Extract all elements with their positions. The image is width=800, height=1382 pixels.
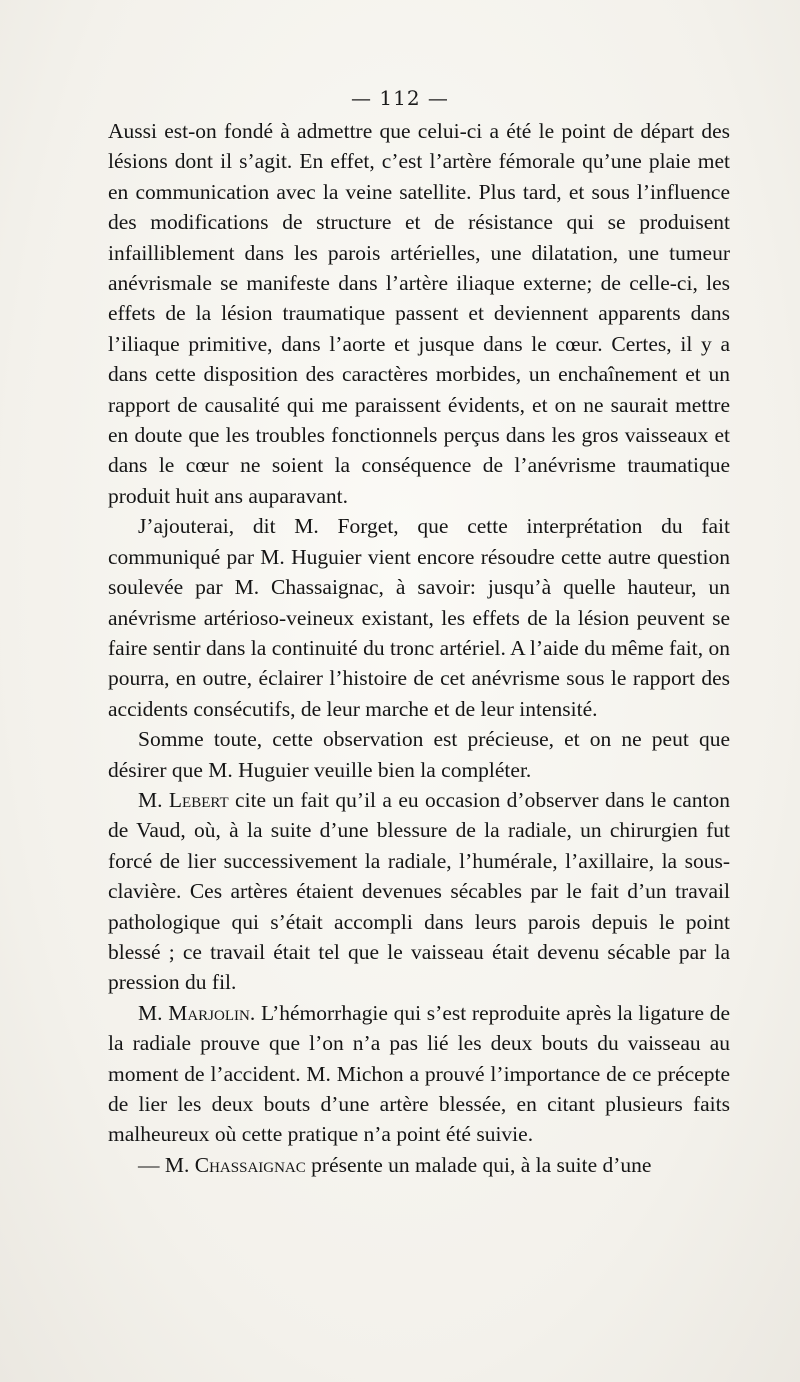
speaker-name: Lebert — [168, 787, 229, 812]
page-number: — 112 — — [351, 86, 449, 110]
paragraph-text: L’hémorrhagie qui s’est reproduite après la ligature de la radiale prouve que l’on n’a pas lié les deux bouts du vaisseau au moment de l’accident. M. Michon a prouvé l’importance de ce précepte de lier les deux bouts d’une artère blessée, en citant plusieurs faits malheureux où cette pratique n’a point été suivie. — [108, 1000, 730, 1147]
speaker-prefix: M. — [138, 787, 163, 812]
paragraph-conclusion — [108, 724, 730, 785]
paragraph-marjolin — [108, 998, 730, 1150]
speaker-prefix: — M. — [138, 1152, 190, 1177]
paragraph-text: J’ajouterai, dit M. Forget, que cette interprétation du fait communiqué par M. Huguier vient encore résoudre cette autre question soulevée par M. Chassaignac, à savoir: jusqu’à quelle hauteur, un anévrisme artérioso-veineux existant, les effets de la lésion peuvent se faire sentir dans la continuité du tronc artériel. A l’aide du même fait, on pourra, en outre, éclairer l’histoire de cet anévrisme sous le rapport des accidents consécutifs, de leur marche et de leur intensité. — [108, 514, 730, 721]
paragraph-lebert — [108, 785, 730, 998]
paragraph-aneurysm-origin — [108, 116, 730, 511]
speaker-prefix: M. — [138, 1000, 163, 1025]
paragraph-chassaignac — [108, 1150, 730, 1180]
paragraph-text: présente un malade qui, à la suite d’une — [311, 1152, 652, 1177]
paragraph-forget-remarks — [108, 511, 730, 724]
speaker-name: Chassaignac — [194, 1152, 306, 1177]
paragraph-text: Somme toute, cette observation est précieuse, et on ne peut que désirer que M. Huguier veuille bien la compléter. — [108, 727, 730, 782]
body-text — [108, 116, 730, 1180]
paragraph-text: cite un fait qu’il a eu occasion d’observer dans le canton de Vaud, où, à la suite d’une blessure de la radiale, un chirurgien fut forcé de lier successivement la radiale, l’humérale, l’axillaire, la sous-clavière. Ces artères étaient devenues sécables par le fait d’un travail pathologique qui s’était accompli dans leurs parois depuis le point blessé ; ce travail était tel que le vaisseau était devenu sécable par la pression du fil. — [108, 787, 731, 995]
paragraph-text: Aussi est-on fondé à admettre que celui-ci a été le point de départ des lésions dont il s’agit. En effet, c’est l’artère fémorale qu’une plaie met en communication avec la veine satellite. Plus tard, et sous l’influence des modifications de structure et de résistance qui se produisent infailliblement dans les parois artérielles, une dilatation, une tumeur anévrismale se manifeste dans l’artère iliaque externe; de celle-ci, les effets de la lésion traumatique passent et deviennent apparents dans l’iliaque primitive, dans l’aorte et jusque dans le cœur. Certes, il y a dans cette disposition des caractères morbides, un enchaînement et un rapport de causalité qui me paraissent évidents, et on ne saurait mettre en doute que les troubles fonctionnels perçus dans les gros vaisseaux et dans le cœur ne soient la conséquence de l’anévrisme traumatique produit huit ans auparavant. — [108, 119, 730, 508]
speaker-name: Marjolin. — [168, 1000, 256, 1025]
